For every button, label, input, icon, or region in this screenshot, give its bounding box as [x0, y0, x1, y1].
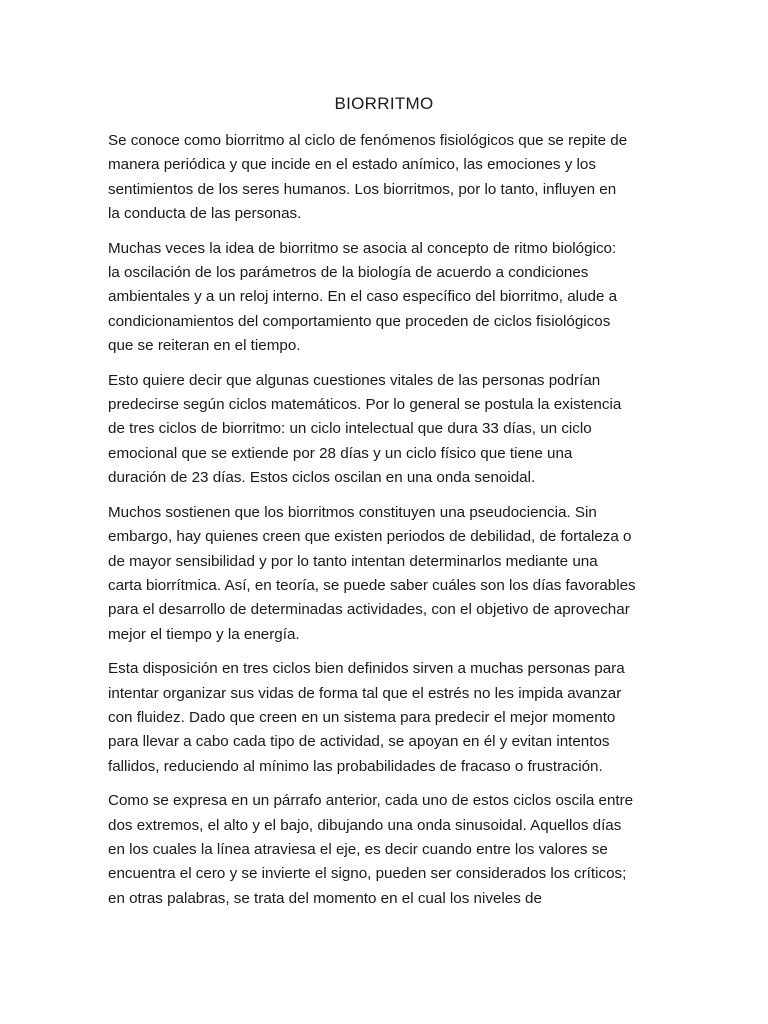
document-body: [108, 129, 678, 921]
paragraph-critical-days: Como se expresa en un párrafo anterior, cada uno de estos ciclos oscila entre dos extremos, el alto y el bajo, dibujando una onda sinusoidal. Aquellos días en los cuales la línea atraviesa el eje, es decir cuando entre los valores se encuentra el cero y se invierte el signo, pueden ser considerados los críticos; en otras palabras, se trata del momento en el cual los niveles de: [108, 792, 634, 907]
paragraph-pseudoscience: Muchos sostienen que los biorritmos constituyen una pseudociencia. Sin embargo, hay quienes creen que existen periodos de debilidad, de fortaleza o de mayor sensibilidad y por lo tanto intentan determinarlos mediante una carta biorrítmica. Así, en teoría, se puede saber cuáles son los días favorables para el desarrollo de determinadas actividades, con el objetivo de aprovechar mejor el tiempo y la energía.: [108, 503, 636, 643]
paragraph-organization: Esta disposición en tres ciclos bien definidos sirven a muchas personas para intentar organizar sus vidas de forma tal que el estrés no les impida avanzar con fluidez. Dado que creen en un sistema para predecir el mejor momento para llevar a cabo cada tipo de actividad, se apoyan en él y evitan intentos fallidos, reduciendo al mínimo las probabilidades de fracaso o frustración.: [108, 660, 625, 775]
paragraph-definition: Se conoce como biorritmo al ciclo de fenómenos fisiológicos que se repite de manera periódica y que incide en el estado anímico, las emociones y los sentimientos de los seres humanos. Los biorritmos, por lo tanto, influyen en la conducta de las personas.: [108, 132, 628, 223]
paragraph-three-cycles: Esto quiere decir que algunas cuestiones vitales de las personas podrían predecirse según ciclos matemáticos. Por lo general se postula la existencia de tres ciclos de biorritmo: un ciclo intelectual que dura 33 días, un ciclo emocional que se extiende por 28 días y un ciclo físico que tiene una duración de 23 días. Estos ciclos oscilan en una onda senoidal.: [108, 371, 622, 487]
document-title: BIORRITMO: [334, 94, 434, 113]
paragraph-biological-rhythm: Muchas veces la idea de biorritmo se asocia al concepto de ritmo biológico: la oscilación de los parámetros de la biología de acuerdo a condiciones ambientales y a un reloj interno. En el caso específico del biorritmo, alude a condicionamientos del comportamiento que proceden de ciclos fisiológicos que se reiteran en el tiempo.: [108, 239, 618, 355]
